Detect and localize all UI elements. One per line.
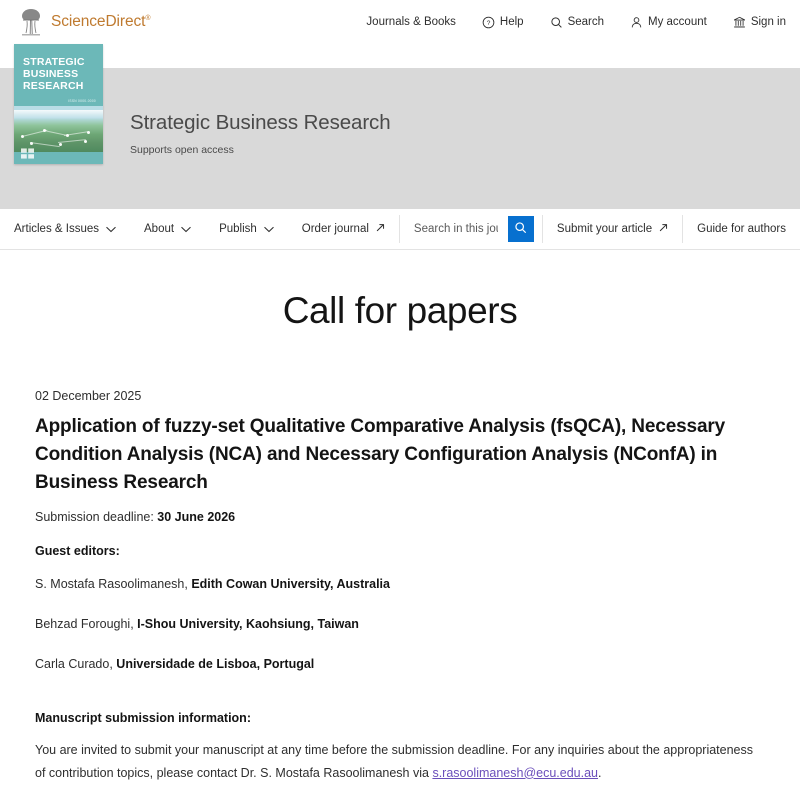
- cover-title: [23, 56, 97, 93]
- submit-your-article-link[interactable]: [543, 209, 682, 249]
- nav-help[interactable]: [482, 16, 524, 29]
- elsevier-tree-icon: [18, 7, 44, 37]
- journal-nav-order-journal-label: Order journal: [301, 223, 369, 235]
- submission-deadline-label: Submission deadline:: [35, 509, 158, 524]
- nav-journals-and-books-label: Journals & Books: [366, 16, 456, 28]
- chevron-down-icon: [106, 226, 116, 233]
- external-link-icon: [659, 223, 668, 235]
- nav-my-account[interactable]: [630, 16, 707, 29]
- journal-nav-articles-and-issues-label: Articles & Issues: [14, 223, 99, 235]
- nav-search-label: Search: [567, 16, 605, 28]
- guest-editor-name: Behzad Foroughi,: [35, 616, 138, 631]
- page-title: Call for papers: [282, 290, 518, 331]
- journal-nav-publish-label: Publish: [219, 223, 257, 235]
- search-icon: [550, 16, 563, 29]
- guest-editor-affiliation: Universidade de Lisboa, Portugal: [116, 656, 315, 671]
- nav-journals-and-books[interactable]: [366, 16, 456, 28]
- call-for-papers-title: Application of fuzzy-set Qualitative Comparative Analysis (fsQCA), Necessary Condition Analysis (NCA) and Necessary Configuration Analysis (NConfA) in Business Research: [35, 416, 726, 493]
- search-input[interactable]: [400, 209, 508, 249]
- journal-banner: [0, 56, 800, 209]
- chevron-down-icon: [181, 226, 191, 233]
- search-icon: [514, 221, 527, 237]
- submission-deadline: [35, 510, 765, 524]
- nav-sign-in[interactable]: [733, 16, 786, 29]
- guest-editor-entry: [35, 577, 765, 591]
- manuscript-submission-body: [35, 739, 765, 785]
- banner-top-spacer: [0, 44, 800, 68]
- contact-email-link[interactable]: s.rasoolimanesh@ecu.edu.au: [432, 765, 599, 780]
- submission-deadline-value: 30 June 2026: [157, 509, 236, 524]
- svg-text:?: ?: [486, 19, 491, 27]
- journal-title: Strategic Business Research: [130, 111, 391, 134]
- sciencedirect-wordmark: ScienceDirect®: [51, 13, 151, 30]
- guest-editor-name: Carla Curado,: [35, 656, 117, 671]
- global-nav: [366, 16, 786, 29]
- guest-editors-label: Guest editors:: [35, 543, 120, 558]
- elsevier-logo-icon: [21, 148, 34, 159]
- cover-subtitle: ISSN 0000-0000: [68, 99, 96, 103]
- journal-nav-about[interactable]: [130, 209, 205, 249]
- call-for-papers-article: [35, 332, 765, 785]
- guide-for-authors-label: Guide for authors: [697, 223, 786, 235]
- submission-body-text-end: .: [598, 765, 602, 780]
- nav-search[interactable]: [550, 16, 604, 29]
- journal-nav-articles-and-issues[interactable]: [0, 209, 130, 249]
- question-circle-icon: [482, 16, 495, 29]
- guest-editor-affiliation: I-Shou University, Kaohsiung, Taiwan: [137, 616, 359, 631]
- guest-editor-affiliation: Edith Cowan University, Australia: [191, 576, 390, 591]
- registered-trademark-icon: ®: [145, 14, 151, 22]
- submit-your-article-label: Submit your article: [556, 223, 653, 235]
- guest-editor-entry: [35, 617, 765, 631]
- nav-sign-in-label: Sign in: [750, 16, 786, 28]
- journal-cover-image[interactable]: [14, 44, 103, 164]
- person-icon: [630, 16, 643, 29]
- external-link-icon: [376, 223, 385, 235]
- global-header: [0, 0, 800, 44]
- journal-nav-actions: [543, 209, 800, 249]
- journal-nav-publish[interactable]: [205, 209, 288, 249]
- cover-title-line-2: BUSINESS: [23, 68, 79, 81]
- cover-title-line-1: STRATEGIC: [23, 56, 85, 68]
- guest-editor-entry: [35, 657, 765, 671]
- sciencedirect-logo[interactable]: [18, 7, 150, 37]
- publication-date: 02 December 2025: [35, 389, 142, 403]
- chevron-down-icon: [264, 226, 274, 233]
- search-submit-button[interactable]: [508, 216, 534, 242]
- journal-nav-order-journal[interactable]: [288, 209, 399, 249]
- nav-my-account-label: My account: [648, 16, 707, 28]
- institution-icon: [733, 16, 746, 29]
- main-content: [0, 290, 800, 785]
- journal-nav-about-label: About: [144, 223, 175, 235]
- cover-landscape-photo: [14, 106, 103, 152]
- journal-search: [400, 209, 542, 249]
- cover-title-line-3: RESEARCH: [23, 80, 84, 93]
- nav-help-label: Help: [499, 16, 524, 28]
- journal-nav: [0, 209, 800, 250]
- open-access-note: Supports open access: [130, 144, 234, 156]
- submission-body-text: You are invited to submit your manuscript at any time before the submission deadline. For any inquiries about the appropriateness of contribution topics, please contact Dr. S. Mostafa Rasoolimanesh via: [35, 742, 753, 780]
- manuscript-submission-label: Manuscript submission information:: [35, 710, 251, 725]
- guest-editor-name: S. Mostafa Rasoolimanesh,: [35, 576, 192, 591]
- journal-banner-text: [130, 111, 391, 156]
- guide-for-authors-link[interactable]: [683, 209, 800, 249]
